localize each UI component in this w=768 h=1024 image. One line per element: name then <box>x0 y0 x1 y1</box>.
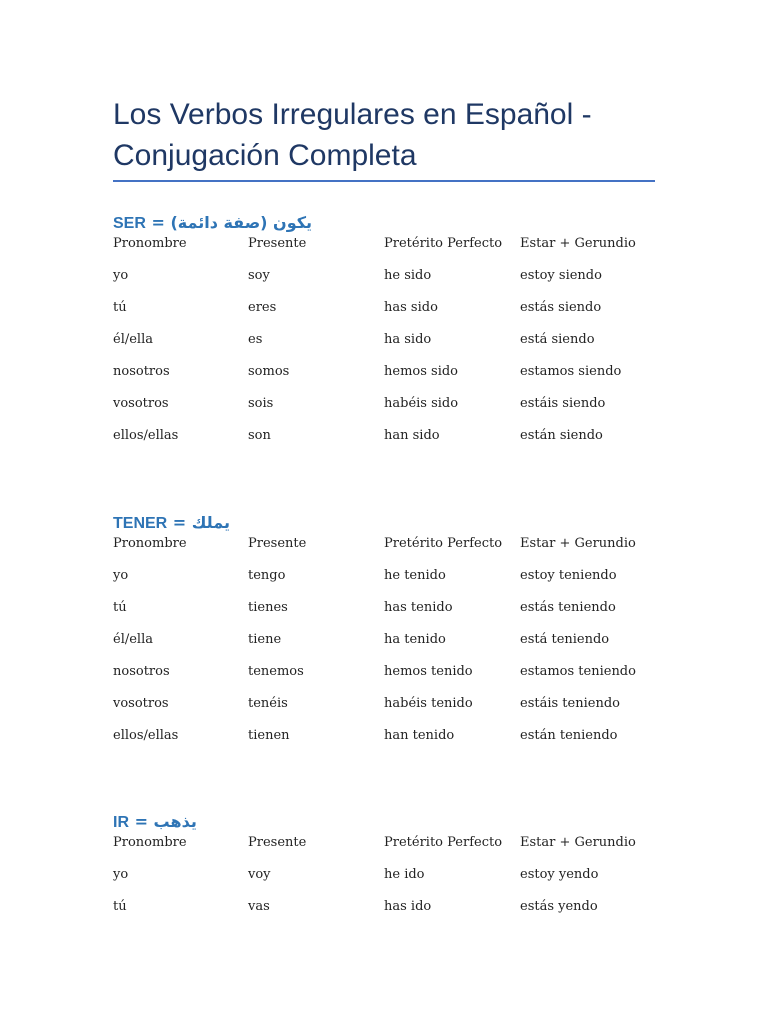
table-row <box>113 299 658 331</box>
table-header-row <box>113 235 658 267</box>
section-heading-ser <box>113 211 658 235</box>
table-cell: tengo <box>248 568 286 583</box>
table-cell: estamos teniendo <box>520 664 636 679</box>
arabic-translation: يذهب <box>153 812 197 831</box>
table-cell: nosotros <box>113 364 170 379</box>
table-cell: vas <box>248 899 270 914</box>
table-cell: tú <box>113 600 127 615</box>
table-cell: yo <box>113 268 129 283</box>
conjugation-table-ir <box>113 834 658 930</box>
table-cell: soy <box>248 268 270 283</box>
table-row <box>113 898 658 930</box>
table-cell: tenemos <box>248 664 304 679</box>
table-cell: estoy siendo <box>520 268 602 283</box>
table-cell: yo <box>113 867 129 882</box>
table-cell: habéis sido <box>384 396 459 411</box>
table-cell: hemos tenido <box>384 664 473 679</box>
table-row <box>113 866 658 898</box>
table-cell: es <box>248 332 263 347</box>
table-cell: ha tenido <box>384 632 446 647</box>
table-cell: estáis teniendo <box>520 696 620 711</box>
column-header: Presente <box>248 236 307 251</box>
table-cell: estoy yendo <box>520 867 599 882</box>
column-header: Estar + Gerundio <box>520 236 636 251</box>
table-cell: eres <box>248 300 277 315</box>
column-header: Estar + Gerundio <box>520 835 636 850</box>
equals-sign: = <box>145 213 171 232</box>
table-cell: sois <box>248 396 274 411</box>
arabic-translation: يكون (صفة دائمة) <box>170 213 313 232</box>
table-row <box>113 727 658 759</box>
table-cell: están teniendo <box>520 728 618 743</box>
column-header: Pretérito Perfecto <box>384 536 503 551</box>
table-cell: vosotros <box>113 696 169 711</box>
conjugation-table-ser <box>113 235 658 459</box>
section-heading-tener <box>113 511 658 535</box>
table-cell: estamos siendo <box>520 364 622 379</box>
table-cell: él/ella <box>113 332 153 347</box>
table-cell: han sido <box>384 428 440 443</box>
table-cell: tú <box>113 300 127 315</box>
table-row <box>113 599 658 631</box>
table-cell: nosotros <box>113 664 170 679</box>
table-cell: estáis siendo <box>520 396 606 411</box>
section-ir <box>113 810 658 930</box>
table-cell: voy <box>248 867 271 882</box>
table-row <box>113 427 658 459</box>
table-cell: tú <box>113 899 127 914</box>
table-cell: he tenido <box>384 568 446 583</box>
table-cell: está siendo <box>520 332 595 347</box>
section-tener <box>113 511 658 759</box>
verb-name: TENER <box>113 515 168 532</box>
table-row <box>113 631 658 663</box>
equals-sign: = <box>129 812 154 831</box>
table-cell: ellos/ellas <box>113 428 179 443</box>
table-cell: vosotros <box>113 396 169 411</box>
table-cell: has sido <box>384 300 438 315</box>
table-cell: has ido <box>384 899 432 914</box>
table-cell: él/ella <box>113 632 153 647</box>
table-row <box>113 567 658 599</box>
table-cell: habéis tenido <box>384 696 473 711</box>
table-cell: tiene <box>248 632 282 647</box>
table-cell: ellos/ellas <box>113 728 179 743</box>
column-header: Pronombre <box>113 835 187 850</box>
table-row <box>113 663 658 695</box>
table-header-row <box>113 535 658 567</box>
column-header: Pretérito Perfecto <box>384 236 503 251</box>
table-cell: están siendo <box>520 428 603 443</box>
table-cell: has tenido <box>384 600 453 615</box>
table-cell: he ido <box>384 867 425 882</box>
table-cell: tienen <box>248 728 290 743</box>
table-cell: han tenido <box>384 728 455 743</box>
table-cell: estás yendo <box>520 899 598 914</box>
table-cell: está teniendo <box>520 632 610 647</box>
table-cell: hemos sido <box>384 364 459 379</box>
table-cell: tienes <box>248 600 288 615</box>
table-row <box>113 695 658 727</box>
verb-name: IR <box>113 814 129 831</box>
table-cell: yo <box>113 568 129 583</box>
table-row <box>113 331 658 363</box>
verb-name: SER <box>113 215 146 232</box>
document-title: Los Verbos Irregulares en Español - Conjugación Completa <box>113 98 592 172</box>
table-cell: estoy teniendo <box>520 568 617 583</box>
title-underline <box>113 180 655 182</box>
equals-sign: = <box>167 513 192 532</box>
table-header-row <box>113 834 658 866</box>
column-header: Presente <box>248 835 307 850</box>
table-row <box>113 363 658 395</box>
column-header: Estar + Gerundio <box>520 536 636 551</box>
column-header: Pronombre <box>113 236 187 251</box>
section-ser <box>113 211 658 459</box>
arabic-translation: يملك <box>191 513 230 532</box>
table-cell: tenéis <box>248 696 288 711</box>
section-heading-ir <box>113 810 658 834</box>
conjugation-table-tener <box>113 535 658 759</box>
table-cell: somos <box>248 364 290 379</box>
column-header: Presente <box>248 536 307 551</box>
column-header: Pretérito Perfecto <box>384 835 503 850</box>
column-header: Pronombre <box>113 536 187 551</box>
table-row <box>113 395 658 427</box>
table-cell: he sido <box>384 268 432 283</box>
table-row <box>113 267 658 299</box>
table-cell: ha sido <box>384 332 432 347</box>
table-cell: estás siendo <box>520 300 602 315</box>
table-cell: son <box>248 428 271 443</box>
table-cell: estás teniendo <box>520 600 616 615</box>
